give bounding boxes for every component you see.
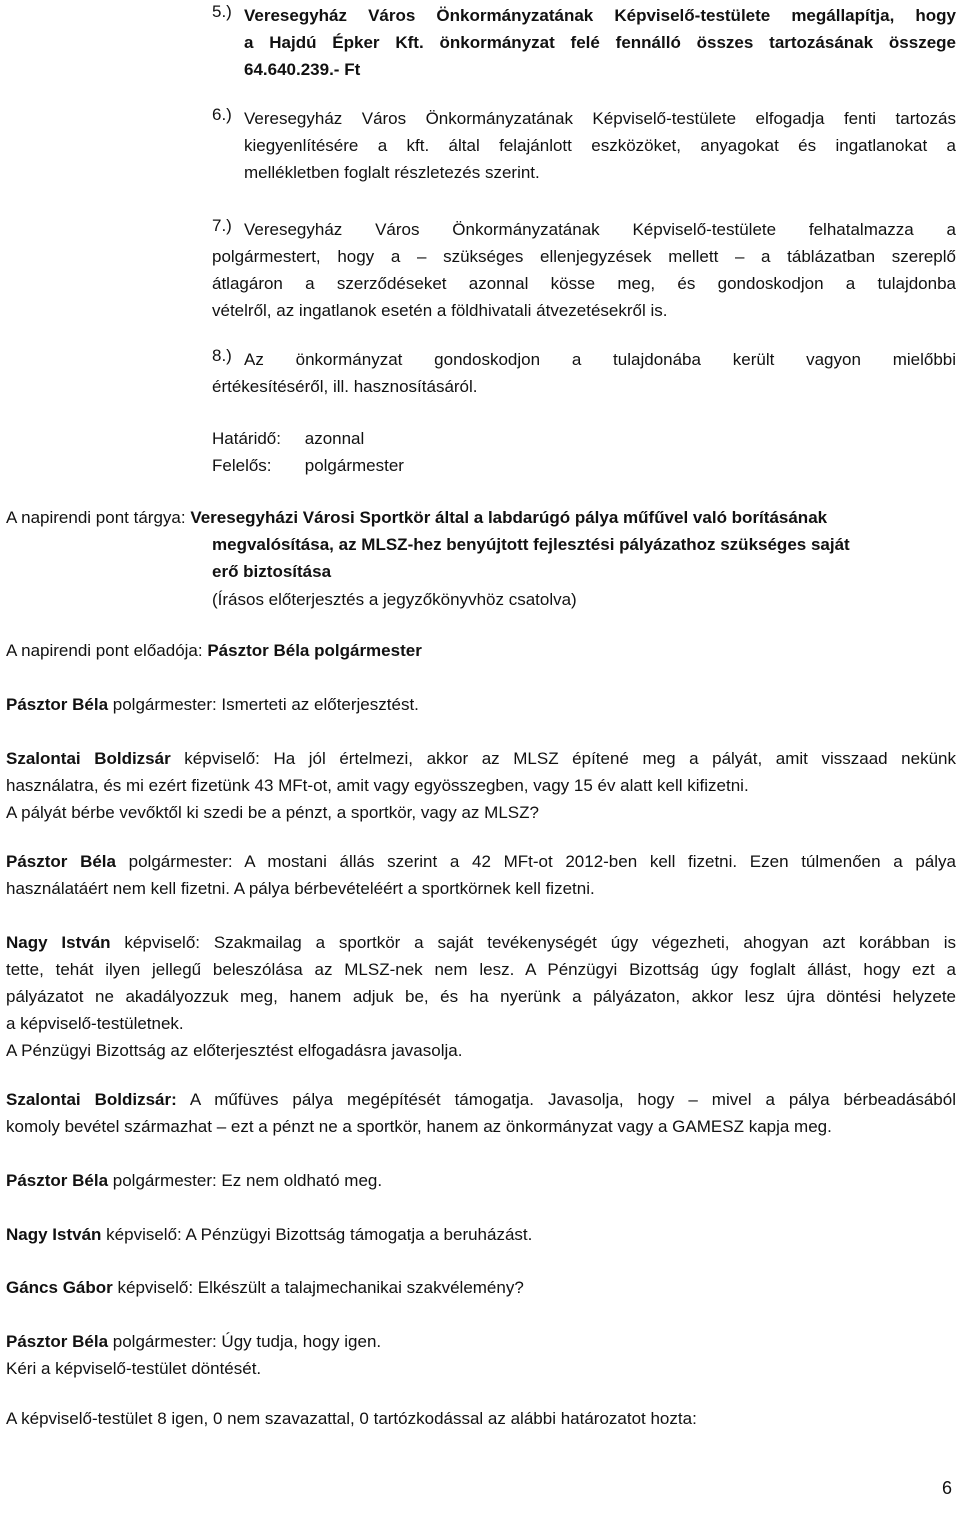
statement-text: Kéri a képviselő-testület döntését.	[6, 1359, 262, 1378]
speaker-name: Szalontai Boldizsár:	[6, 1090, 177, 1109]
deadline-value: azonnal	[304, 429, 365, 448]
statement-text: a képviselő-testületnek.	[6, 1014, 184, 1033]
statement-text: használatra, és mi ezért fizetünk 43 MFt-ot, amit vagy egyösszegben, vagy 15 év alatt kell kifizetni.	[6, 776, 749, 795]
statement-text: A műfüves pálya megépítését támogatja. Javasolja, hogy – mivel a pálya bérbeadásából	[176, 1090, 956, 1109]
resolution-item-8	[244, 346, 956, 373]
agenda-subject	[6, 504, 956, 531]
presenter-prefix: A napirendi pont előadója:	[6, 641, 203, 660]
speaker-name: Pásztor Béla	[6, 852, 116, 871]
item-number: 5.)	[212, 2, 232, 21]
statement-text: A pályát bérbe vevőktől ki szedi be a pénzt, a sportkör, vagy az MLSZ?	[6, 803, 539, 822]
agenda-note: (Írásos előterjesztés a jegyzőkönyvhöz csatolva)	[212, 590, 577, 609]
speaker-name: Pásztor Béla	[6, 1171, 109, 1190]
resolution-item-7-cont	[212, 243, 956, 324]
responsible-value: polgármester	[304, 456, 404, 475]
statement-text: polgármester: Ez nem oldható meg.	[108, 1171, 383, 1190]
text-line: megvalósítása, az MLSZ-hez benyújtott fejlesztési pályázathoz szükséges saját	[212, 535, 850, 554]
presenter-name: Pásztor Béla polgármester	[207, 641, 422, 660]
speaker-name: Szalontai Boldizsár	[6, 749, 171, 768]
text-line: Veresegyház Város Önkormányzatának Képviselő-testülete megállapítja, hogy	[244, 6, 956, 25]
text-line: 64.640.239.- Ft	[244, 60, 361, 79]
responsible-label: Felelős:	[212, 456, 272, 475]
resolution-item-6	[244, 105, 956, 186]
text-line: a Hajdú Épker Kft. önkormányzat felé fennálló összes tartozásának összege	[244, 33, 956, 52]
speaker-name: Gáncs Gábor	[6, 1278, 113, 1297]
statement-8	[6, 1274, 956, 1301]
text-line: Veresegyház Város Önkormányzatának Képviselő-testülete elfogadja fenti tartozás	[244, 109, 956, 128]
statement-text: képviselő: A Pénzügyi Bizottság támogatja a beruházást.	[101, 1225, 533, 1244]
text-line: kiegyenlítésére a kft. által felajánlott eszközöket, anyagokat és ingatlanokat a	[244, 136, 956, 155]
text-line: erő biztosítása	[212, 562, 332, 581]
item-number: 8.)	[212, 346, 232, 365]
page-number: 6	[941, 1478, 952, 1498]
text-line: vételről, az ingatlanok esetén a földhivatali átvezetésekről is.	[212, 301, 668, 320]
item-number: 7.)	[212, 216, 232, 235]
speaker-name: Pásztor Béla	[6, 1332, 109, 1351]
agenda-title-cont	[212, 531, 956, 615]
statement-text: képviselő: Szakmailag a sportkör a saját tevékenységét úgy végezheti, ahogyan azt korábban is	[110, 933, 956, 952]
speaker-name: Pásztor Béla	[6, 695, 109, 714]
statement-7	[6, 1221, 956, 1248]
statement-text: használatáért nem kell fizetni. A pálya bérbevételéért a sportkörnek kell fizetni.	[6, 879, 595, 898]
statement-text: képviselő: Ha jól értelmezi, akkor az MLSZ építené meg a pályát, amit visszaad nekünk	[170, 749, 956, 768]
statement-text: komoly bevétel származhat – ezt a pénzt ne a sportkör, hanem az önkormányzat vagy a GAMESZ kapja meg.	[6, 1117, 832, 1136]
text-line: átlagáron a szerződéseket azonnal kösse meg, és gondoskodjon a tulajdonba	[212, 274, 956, 293]
statement-5	[6, 1086, 956, 1140]
statement-text: polgármester: A mostani állás szerint a 42 MFt-ot 2012-ben kell fizetni. Ezen túlmenően a pálya	[115, 852, 956, 871]
statement-text: pályázatot ne akadályozzuk meg, hanem adjuk be, és ha nyerünk a pályázaton, akkor lesz újra döntési helyzete	[6, 987, 956, 1006]
statement-text: polgármester: Ismerteti az előterjesztést.	[108, 695, 419, 714]
statement-4	[6, 929, 956, 1064]
speaker-name: Nagy István	[6, 1225, 102, 1244]
text-line: mellékletben foglalt részletezés szerint.	[244, 163, 540, 182]
speaker-name: Nagy István	[6, 933, 111, 952]
text-line: Az önkormányzat gondoskodjon a tulajdonába került vagyon mielőbbi	[244, 350, 956, 369]
statement-text: A Pénzügyi Bizottság az előterjesztést elfogadásra javasolja.	[6, 1041, 463, 1060]
agenda-prefix: A napirendi pont tárgya:	[6, 508, 186, 527]
statement-text: képviselő: Elkészült a talajmechanikai szakvélemény?	[112, 1278, 524, 1297]
text-line: polgármestert, hogy a – szükséges ellenjegyzések mellett – a táblázatban szereplő	[212, 247, 956, 266]
agenda-presenter	[6, 637, 956, 664]
statement-3	[6, 848, 956, 902]
statement-6	[6, 1167, 956, 1194]
vote-result	[6, 1405, 956, 1432]
text-line: értékesítéséről, ill. hasznosításáról.	[212, 377, 478, 396]
resolution-item-8-cont	[212, 373, 956, 400]
statement-text: polgármester: Úgy tudja, hogy igen.	[108, 1332, 382, 1351]
resolution-item-5	[244, 2, 956, 83]
statement-2	[6, 745, 956, 826]
agenda-title: Veresegyházi Városi Sportkör által a labdarúgó pálya műfűvel való borításának	[190, 508, 828, 527]
resolution-item-7	[244, 216, 956, 243]
vote-text: A képviselő-testület 8 igen, 0 nem szavazattal, 0 tartózkodással az alábbi határozatot hozta:	[6, 1409, 697, 1428]
deadline-label: Határidő:	[212, 429, 281, 448]
statement-1	[6, 691, 956, 718]
deadline	[212, 425, 712, 479]
text-line: Veresegyház Város Önkormányzatának Képviselő-testülete felhatalmazza a	[244, 220, 956, 239]
item-number: 6.)	[212, 105, 232, 124]
statement-text: tette, tehát ilyen jellegű beleszólása az MLSZ-nek nem lesz. A Pénzügyi Bizottság úgy foglalt állást, hogy ezt a	[6, 960, 956, 979]
statement-9	[6, 1328, 956, 1382]
